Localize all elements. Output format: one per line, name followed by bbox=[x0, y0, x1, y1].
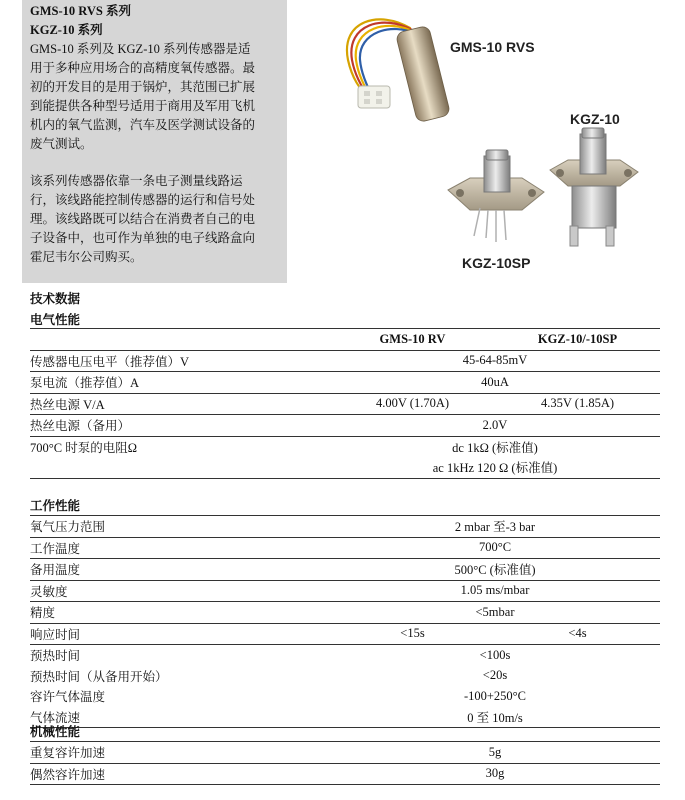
row-value: ac 1kHz 120 Ω (标准值) bbox=[330, 457, 660, 478]
row-value: 1.05 ms/mbar bbox=[330, 580, 660, 602]
row-label: 响应时间 bbox=[30, 623, 330, 645]
intro-line: 霍尼韦尔公司购买。 bbox=[30, 250, 143, 264]
row-value: <20s bbox=[482, 668, 508, 683]
row-label: 偶然容许加速 bbox=[30, 763, 330, 785]
row-label: 预热时间（从备用开始） bbox=[30, 669, 168, 684]
gms-connector bbox=[358, 86, 390, 108]
operating-title: 工作性能 bbox=[30, 498, 81, 513]
table-row bbox=[30, 436, 660, 457]
intro-title-kgz: KGZ-10 系列 bbox=[30, 23, 103, 37]
row-value: 30g bbox=[330, 763, 660, 785]
row-value: <100s bbox=[479, 647, 511, 662]
row-value: 700°C bbox=[330, 537, 660, 559]
operating-table bbox=[30, 515, 660, 728]
table-row bbox=[30, 350, 660, 372]
row-value-gms: 4.00V (1.70A) bbox=[330, 393, 495, 415]
row-value: 500°C (标准值) bbox=[330, 559, 660, 581]
electrical-table bbox=[30, 328, 660, 479]
kgz10-sensor bbox=[550, 128, 638, 246]
row-value-kgz: <4s bbox=[495, 623, 660, 645]
intro-line: 机内的氧气监测，汽车及医学测试设备的 bbox=[30, 118, 256, 132]
row-value: dc 1kΩ (标准值) bbox=[452, 440, 538, 455]
row-value: -100+250°C bbox=[463, 688, 527, 703]
row-label: 备用温度 bbox=[30, 559, 330, 581]
tech-data-title: 技术数据 bbox=[30, 291, 81, 306]
intro-paragraph-2 bbox=[30, 172, 279, 267]
row-label: 传感器电压电平（推荐值）V bbox=[30, 350, 330, 372]
row-value-gms: <15s bbox=[330, 623, 495, 645]
row-label: 重复容许加速 bbox=[30, 742, 330, 764]
row-value: <5mbar bbox=[330, 602, 660, 624]
row-label bbox=[30, 457, 330, 478]
intro-box bbox=[22, 0, 287, 283]
kgz10sp-sensor bbox=[448, 150, 544, 242]
row-label: 工作温度 bbox=[30, 537, 330, 559]
table-row bbox=[30, 372, 660, 394]
row-value: 2.0V bbox=[330, 415, 660, 437]
column-header-gms: GMS-10 RV bbox=[330, 329, 495, 351]
kgz10sp-label: KGZ-10SP bbox=[462, 255, 531, 271]
table-row bbox=[30, 559, 660, 581]
table-row bbox=[30, 393, 660, 415]
row-label: 泵电流（推荐值）A bbox=[30, 372, 330, 394]
mechanical-title: 机械性能 bbox=[30, 724, 81, 739]
table-row bbox=[30, 415, 660, 437]
intro-line: 初的开发目的是用于锅炉，其范围已扩展 bbox=[30, 80, 256, 94]
table-row bbox=[30, 457, 660, 478]
row-label: 容许气体温度 bbox=[30, 690, 106, 705]
row-label: 热丝电源 V/A bbox=[30, 393, 330, 415]
intro-line: 到能提供各种型号适用于商用及军用飞机 bbox=[30, 99, 256, 113]
row-label: 精度 bbox=[30, 602, 330, 624]
intro-line: 子设备中，也可作为单独的电子线路盒向 bbox=[30, 231, 256, 245]
row-label: 氧气压力范围 bbox=[30, 516, 330, 538]
table-row bbox=[30, 580, 660, 602]
product-photo bbox=[300, 0, 680, 283]
table-row bbox=[30, 602, 660, 624]
row-value: 5g bbox=[330, 742, 660, 764]
intro-paragraph-1 bbox=[30, 40, 279, 154]
table-row bbox=[30, 537, 660, 559]
table-row bbox=[30, 707, 660, 728]
row-label: 灵敏度 bbox=[30, 580, 330, 602]
intro-title-gms: GMS-10 RVS 系列 bbox=[30, 4, 131, 18]
row-label: 气体流速 bbox=[30, 707, 330, 728]
row-label: 热丝电源（备用） bbox=[30, 415, 330, 437]
gms-label: GMS-10 RVS bbox=[450, 39, 535, 55]
table-row bbox=[30, 623, 660, 645]
table-row bbox=[30, 742, 660, 764]
table-row bbox=[30, 763, 660, 785]
intro-line: 用于多种应用场合的高精度氧传感器。最 bbox=[30, 61, 256, 75]
intro-line: 行，该线路能控制传感器的运行和信号处 bbox=[30, 193, 256, 207]
row-value: 0 至 10m/s bbox=[330, 707, 660, 728]
intro-line: 理。该线路既可以结合在消费者自己的电 bbox=[30, 212, 256, 226]
electrical-title: 电气性能 bbox=[30, 312, 81, 327]
table-header-row bbox=[30, 329, 660, 351]
row-value-kgz: 4.35V (1.85A) bbox=[495, 393, 660, 415]
intro-line: 该系列传感器依靠一条电子测量线路运 bbox=[30, 174, 243, 188]
row-value: 45-64-85mV bbox=[330, 350, 660, 372]
table-row bbox=[30, 666, 660, 687]
row-label: 700°C 时泵的电阻Ω bbox=[30, 440, 138, 455]
mechanical-table bbox=[30, 741, 660, 785]
table-row bbox=[30, 645, 660, 666]
intro-line: 废气测试。 bbox=[30, 137, 93, 151]
gms-sensor-tube bbox=[395, 25, 450, 122]
row-label: 预热时间 bbox=[30, 649, 81, 664]
intro-line: GMS-10 系列及 KGZ-10 系列传感器是适 bbox=[30, 42, 251, 56]
row-value: 40uA bbox=[330, 372, 660, 394]
column-header-kgz: KGZ-10/-10SP bbox=[495, 329, 660, 351]
kgz10-label: KGZ-10 bbox=[570, 111, 620, 127]
table-row bbox=[30, 686, 660, 707]
row-value: 2 mbar 至-3 bar bbox=[330, 516, 660, 538]
table-row bbox=[30, 516, 660, 538]
